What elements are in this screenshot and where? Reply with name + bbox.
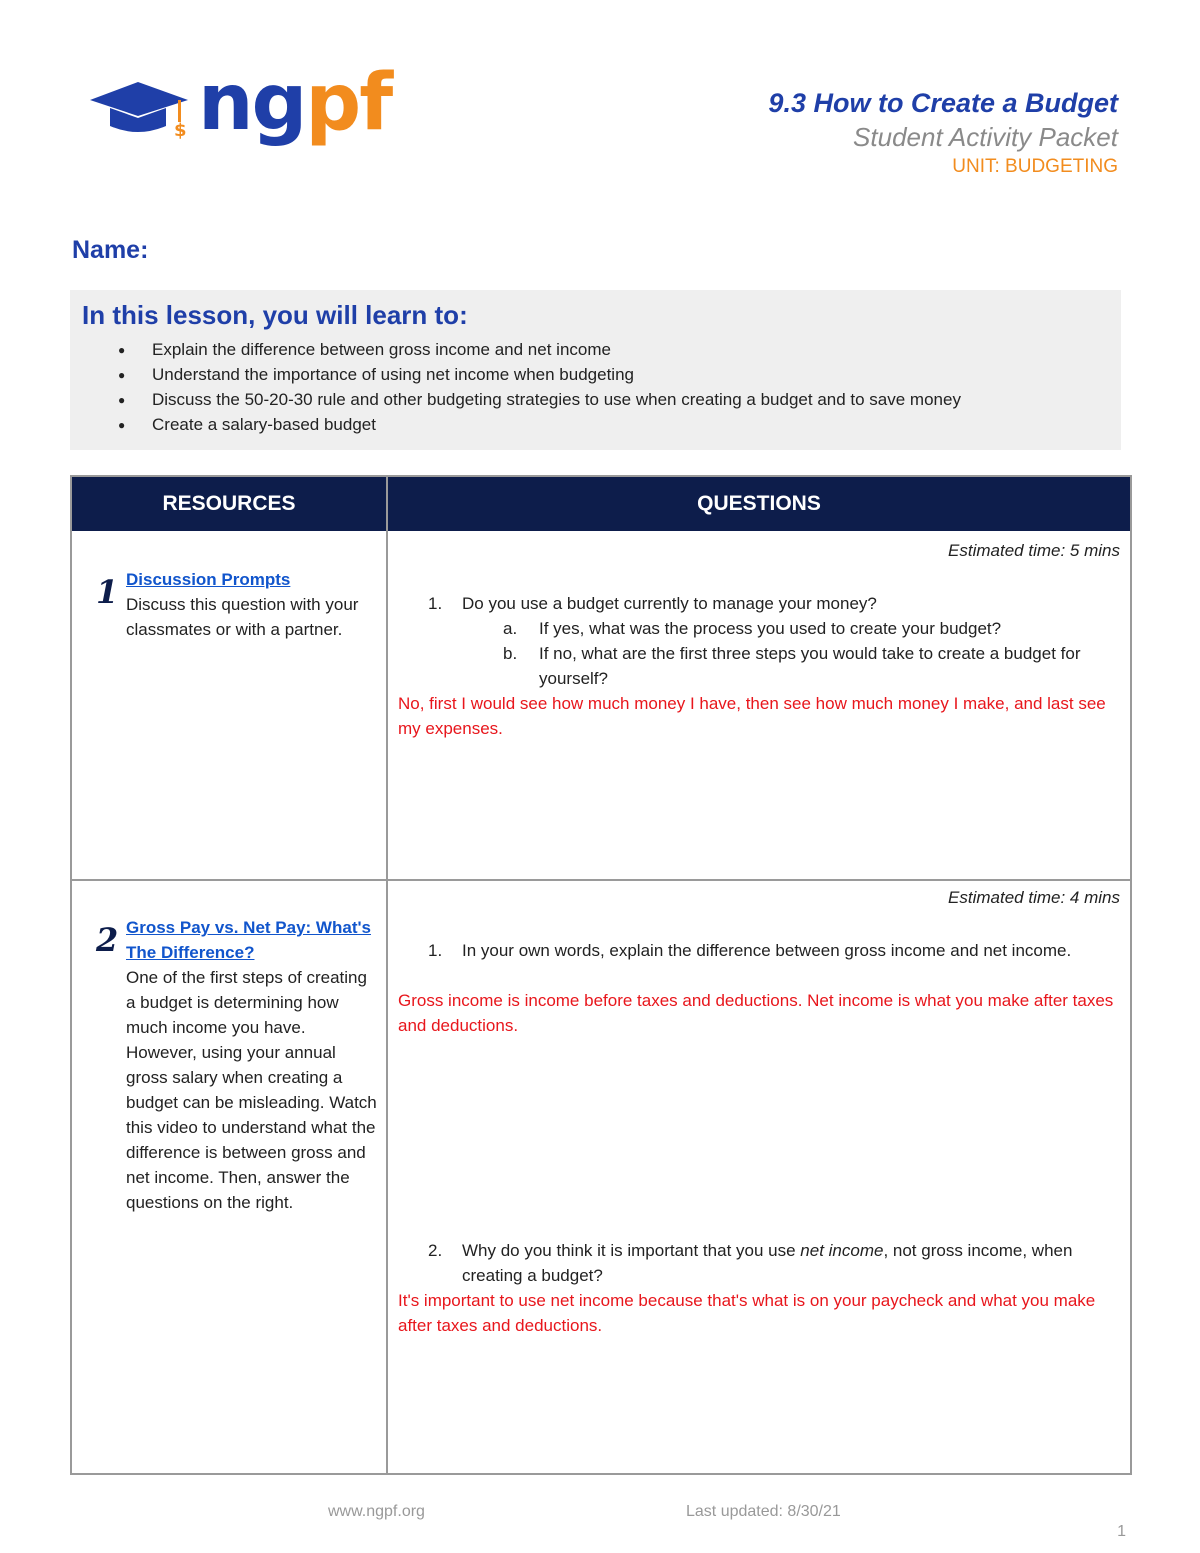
footer-updated: Last updated: 8/30/21 <box>686 1503 841 1520</box>
column-divider <box>386 477 388 1473</box>
page-number: 1 <box>1117 1523 1126 1540</box>
gross-vs-net-pay-link[interactable]: Gross Pay vs. Net Pay: What's The Difference? <box>126 918 371 962</box>
answer-text: Gross income is income before taxes and deductions. Net income is what you make after taxes and deductions. <box>398 991 1114 1035</box>
objective-item: ● Understand the importance of using net income when budgeting <box>152 362 1109 387</box>
sub-question-text: If yes, what was the process you used to create your budget? <box>539 619 1002 638</box>
question-text: Why do you think it is important that you use net income, not gross income, when creating a budget? <box>462 1241 1073 1285</box>
question-text: In your own words, explain the difference between gross income and net income. <box>462 941 1072 960</box>
question-number: 2. <box>428 1241 443 1260</box>
objective-item: ● Create a salary-based budget <box>152 412 1109 437</box>
resource-cell-2 <box>126 915 378 1215</box>
estimated-time: Estimated time: 5 mins <box>948 541 1120 560</box>
objectives-box <box>70 290 1121 450</box>
activity-number: 2 <box>96 921 119 959</box>
resource-description: Discuss this question with your classmates or with a partner. <box>126 595 359 639</box>
graduation-cap-icon <box>88 70 198 142</box>
resource-cell-1 <box>126 567 378 642</box>
question-text: Do you use a budget currently to manage your money? <box>462 594 877 613</box>
unit-label: UNIT: BUDGETING <box>952 156 1118 177</box>
footer-url: www.ngpf.org <box>328 1503 425 1520</box>
ngpf-logo: $ ngpf <box>88 66 378 146</box>
answer-text: It's important to use net income because that's what is on your paycheck and what you make after taxes and deductions. <box>398 1291 1096 1335</box>
answer-text: No, first I would see how much money I have, then see how much money I make, and last see my expenses. <box>398 694 1106 738</box>
question-block-2b <box>398 1238 1118 1288</box>
objectives-list <box>82 337 1109 437</box>
activity-number: 1 <box>96 573 119 611</box>
discussion-prompts-link[interactable]: Discussion Prompts <box>126 570 291 589</box>
question-number: 1. <box>428 594 443 613</box>
sub-question-label: a. <box>503 619 518 638</box>
objectives-heading: In this lesson, you will learn to: <box>82 300 468 330</box>
sub-question-text: If no, what are the first three steps you would take to create a budget for yourself? <box>539 644 1081 688</box>
name-label: Name: <box>72 236 149 264</box>
resource-description: One of the first steps of creating a budget is determining how much income you have. However, using your annual gross salary when creating a budget can be misleading. Watch this video to understand what the difference is between gross and net income. Then, answer the questions on the right. <box>126 968 377 1212</box>
estimated-time: Estimated time: 4 mins <box>948 888 1120 907</box>
document-subtitle: Student Activity Packet <box>853 122 1118 152</box>
objective-item: ● Discuss the 50-20-30 rule and other budgeting strategies to use when creating a budget and to save money <box>152 387 1109 412</box>
resources-questions-table <box>70 475 1132 1475</box>
question-number: 1. <box>428 941 443 960</box>
row-divider <box>72 879 1130 881</box>
svg-text:$: $ <box>174 120 187 141</box>
objective-item: ● Explain the difference between gross income and net income <box>152 337 1109 362</box>
question-block-1 <box>398 591 1118 691</box>
document-title: 9.3 How to Create a Budget <box>768 88 1118 118</box>
resources-column-header: RESOURCES <box>72 477 386 531</box>
sub-question-label: b. <box>503 644 518 663</box>
questions-column-header: QUESTIONS <box>388 477 1130 531</box>
question-block-2a <box>398 938 1118 963</box>
